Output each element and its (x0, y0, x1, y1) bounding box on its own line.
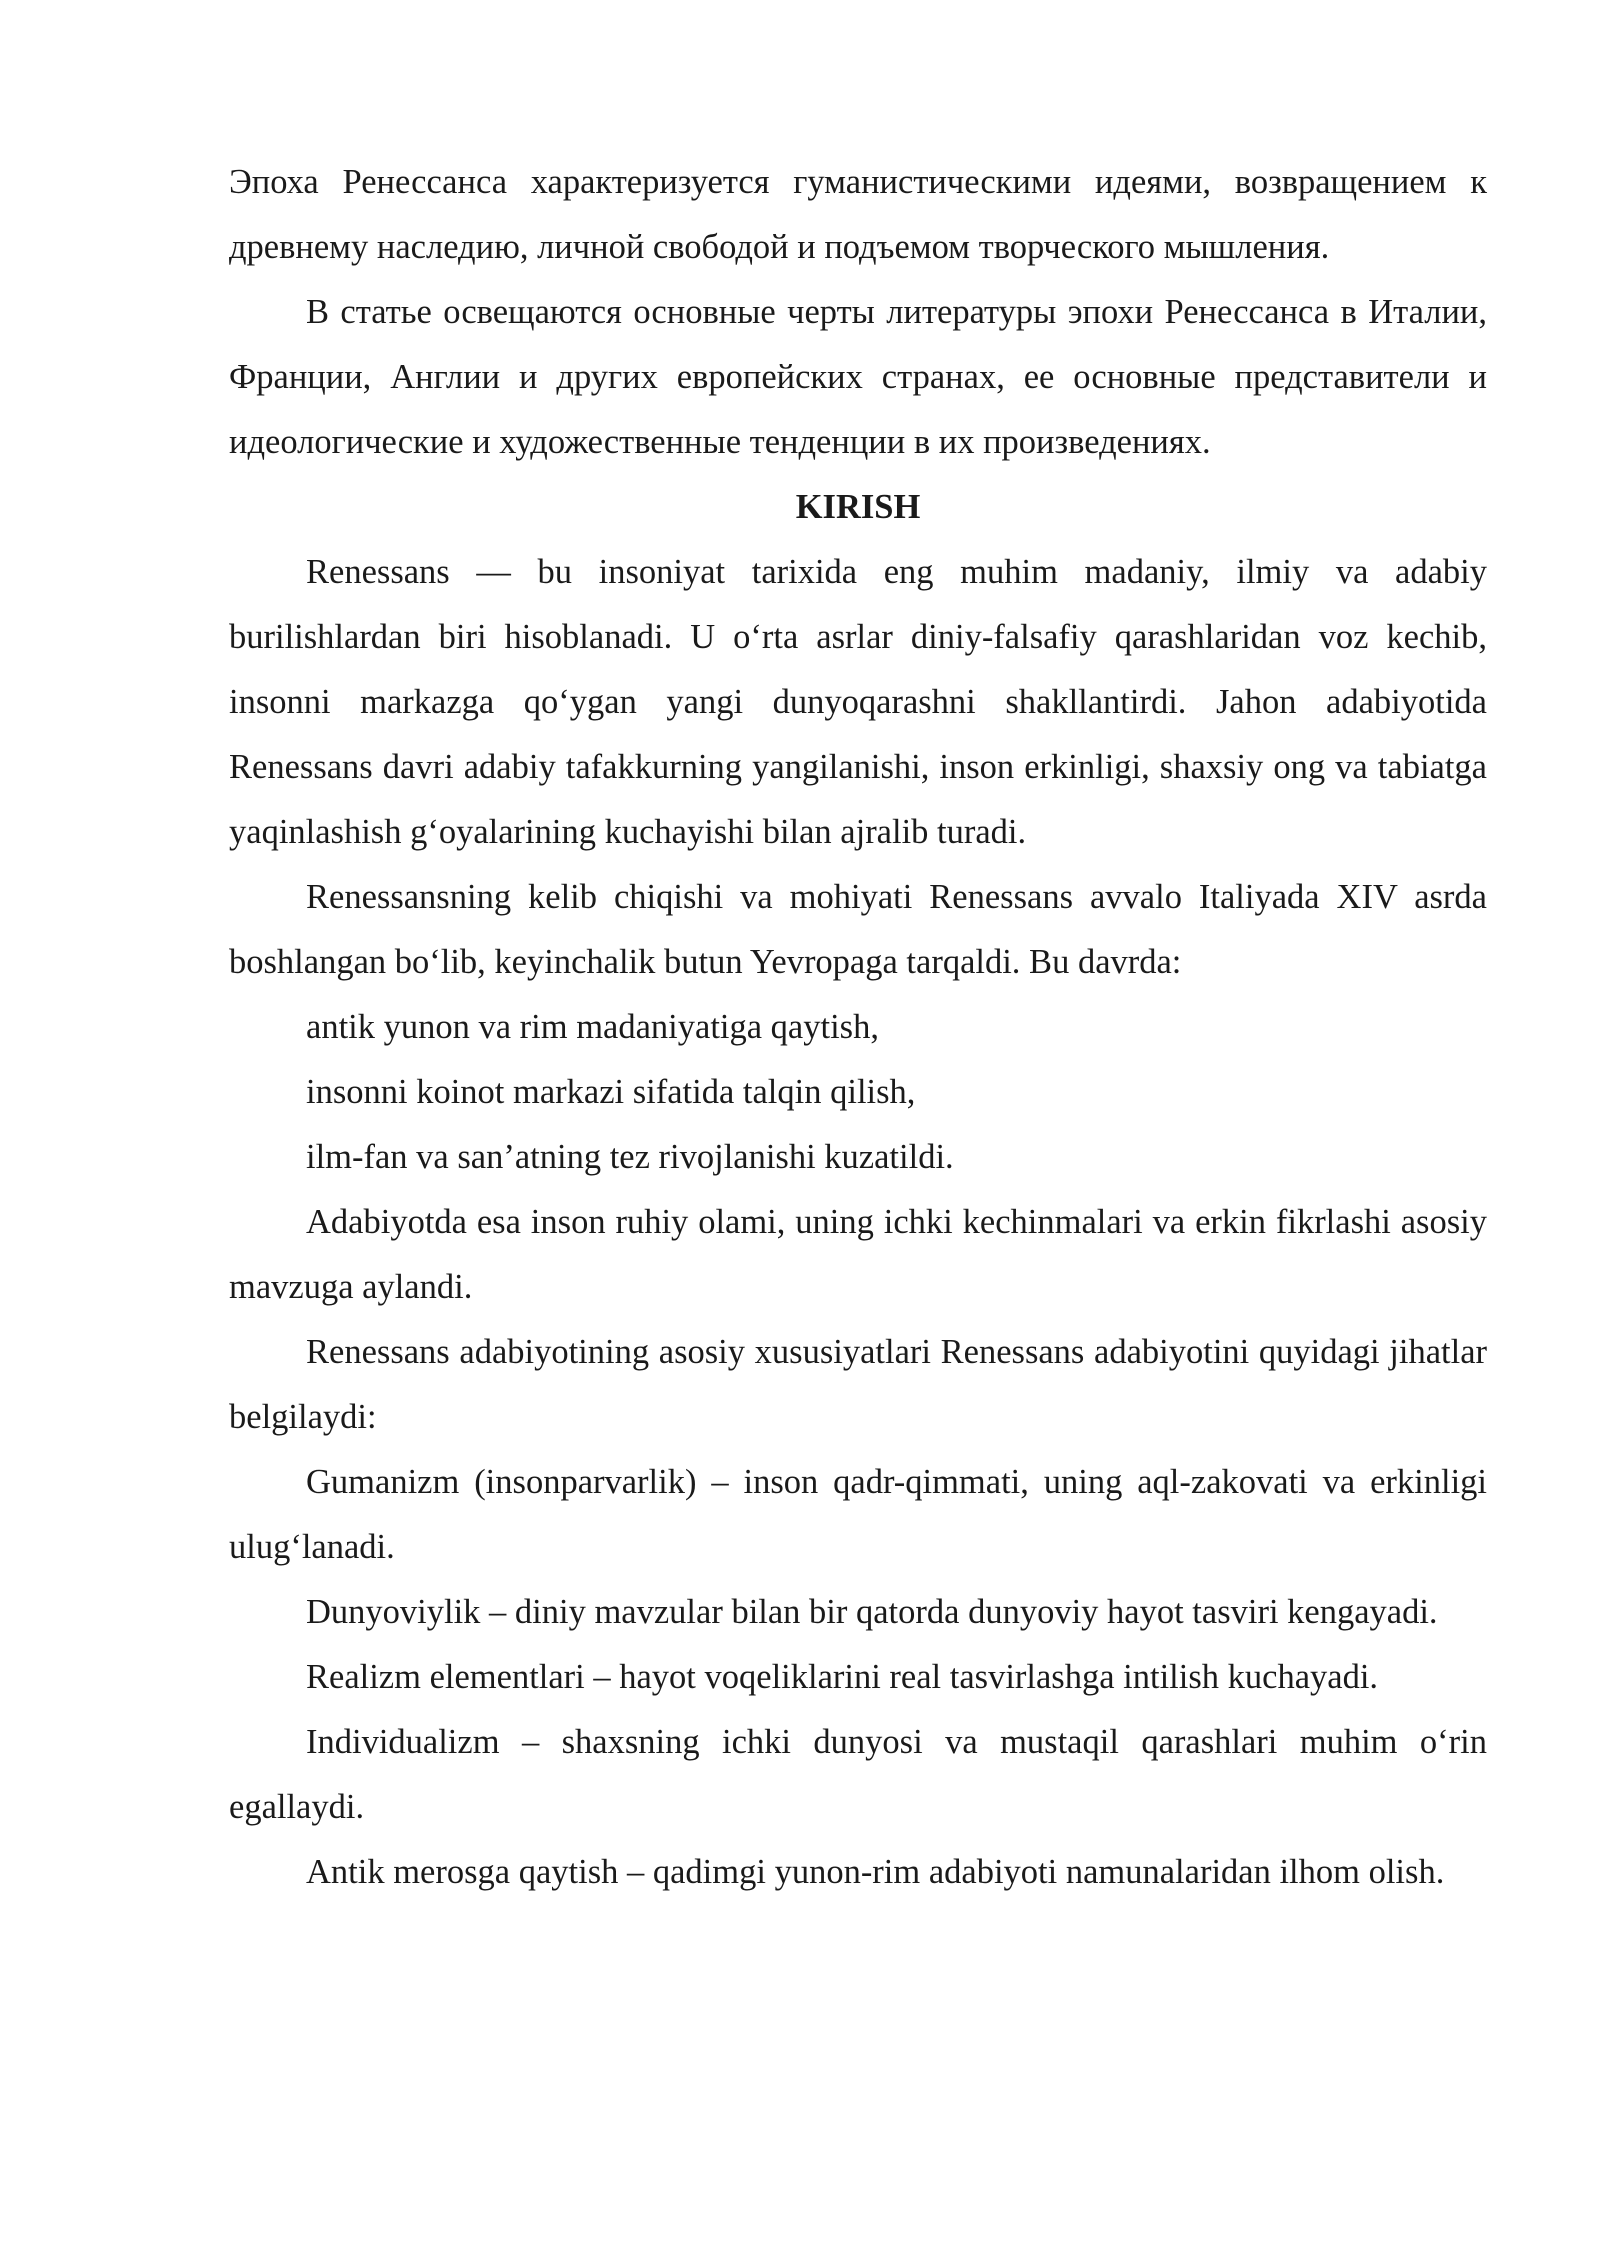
abstract-paragraph-end: Эпоха Ренессанса характеризуется гуманистическими идеями, возвращением к древнему наследию, личной свободой и подъемом творческого мышления. (229, 163, 1487, 266)
intro-paragraph: Renessans — bu insoniyat tarixida eng muhim madaniy, ilmiy va adabiy burilishlardan biri hisoblanadi. U o‘rta asrlar diniy-falsafiy qarashlaridan voz kechib, insonni markazga qo‘ygan yangi dunyoqarashni shakllantirdi. Jahon adabiyotida Renessans davri adabiy tafakkurning yangilanishi, inson erkinligi, shaxsiy ong va tabiatga yaqinlashish g‘oyalarining kuchayishi bilan ajralib turadi. (229, 553, 1487, 851)
list-item: insonni koinot markazi sifatida talqin qilish, (306, 1073, 916, 1111)
section-heading: KIRISH (795, 488, 921, 526)
feature-item-realism: Realizm elementlari – hayot voqeliklarini real tasvirlashga intilish kuchayadi. (306, 1658, 1379, 1696)
document-body (229, 150, 1487, 1905)
list-item: ilm-fan va san’atning tez rivojlanishi kuzatildi. (306, 1138, 954, 1176)
body-paragraph: Adabiyotda esa inson ruhiy olami, uning ichki kechinmalari va erkin fikrlashi asosiy mavzuga aylandi. (229, 1203, 1487, 1306)
feature-item-individualism: Individualizm – shaxsning ichki dunyosi va mustaqil qarashlari muhim o‘rin egallaydi. (229, 1723, 1487, 1826)
list-item: antik yunon va rim madaniyatiga qaytish, (306, 1008, 879, 1046)
feature-item-humanism: Gumanizm (insonparvarlik) – inson qadr-qimmati, uning aql-zakovati va erkinligi ulug‘lanadi. (229, 1463, 1487, 1566)
features-intro-paragraph: Renessans adabiyotining asosiy xususiyatlari Renessans adabiyotini quyidagi jihatlar belgilaydi: (229, 1333, 1487, 1436)
origin-paragraph: Renessansning kelib chiqishi va mohiyati Renessans avvalo Italiyada XIV asrda boshlangan bo‘lib, keyinchalik butun Yevropaga tarqaldi. Bu davrda: (229, 878, 1487, 981)
feature-item-antiquity: Antik merosga qaytish – qadimgi yunon-rim adabiyoti namunalaridan ilhom olish. (306, 1853, 1445, 1891)
abstract-paragraph: В статье освещаются основные черты литературы эпохи Ренессанса в Италии, Франции, Англии и других европейских странах, ее основные представители и идеологические и художественные тенденции в их произведениях. (229, 293, 1487, 461)
feature-item-secularism: Dunyoviylik – diniy mavzular bilan bir qatorda dunyoviy hayot tasviri kengayadi. (306, 1593, 1438, 1631)
